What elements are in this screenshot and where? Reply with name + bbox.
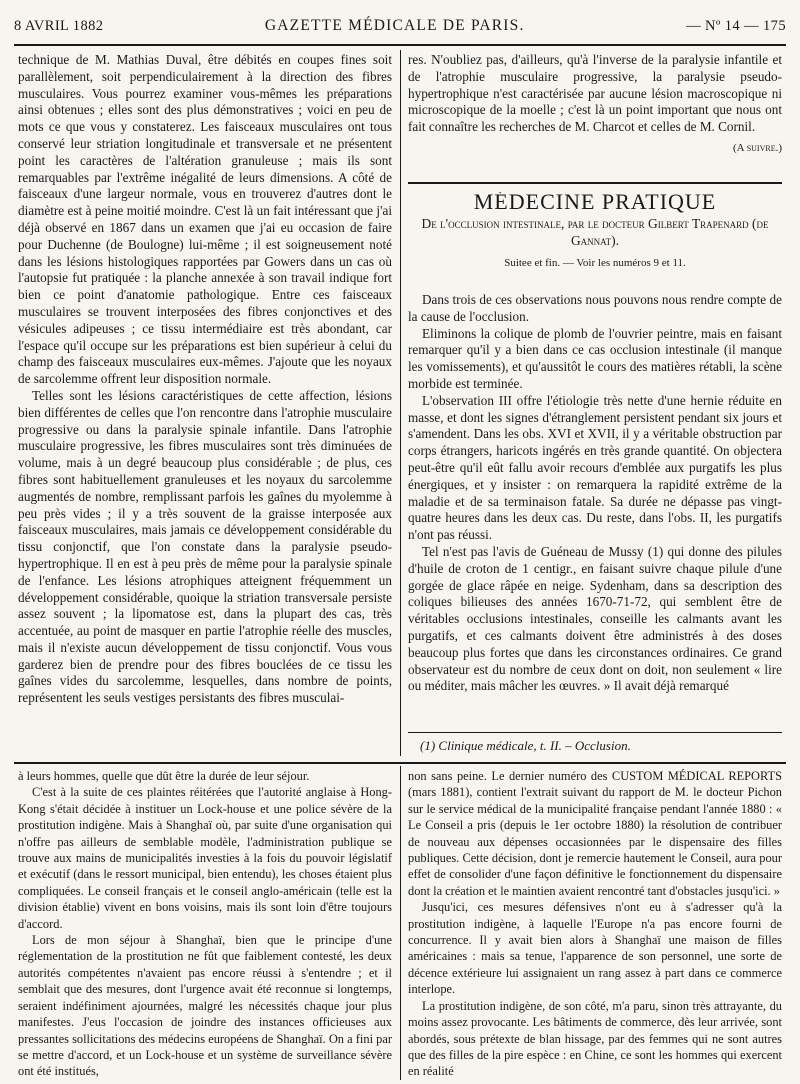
paragraph: L'observation III offre l'étiologie très nette d'une hernie réduite en masse, et dont les signes d'étranglement persistent pendant six jours et s'amendent. Dans les obs. XVI et XVII, il y a véritable obstruction par corps étrangers, haricots ingérés en très grande quantité. On objectera peut-être qu'il eût fallu avoir recours d'emblée aux purgatifs les plus énergiques, et y insister : on remarquera la rapidité extrême de la maladie et de sa terminaison fatale. Sa durée ne dépasse pas vingt-quatre heures dans les deux cas. Du reste, dans l'obs. II, les purgatifs n'ont pas réussi. (408, 392, 782, 543)
header-date: 8 AVRIL 1882 (14, 17, 104, 34)
lower-right-column (408, 768, 782, 1080)
band-rule (14, 762, 786, 764)
paragraph: à leurs hommes, quelle que dût être la durée de leur séjour. (18, 769, 310, 783)
article-note: Suitee et fin. — Voir les numéros 9 et 11. (504, 256, 686, 269)
footnote-rule (408, 732, 782, 733)
article-title: De l'occlusion intestinale, par le docteur Gilbert Trapenard (de Gannat). (421, 215, 769, 248)
upper-right-column (408, 52, 782, 177)
header-title: GAZETTE MÉDICALE DE PARIS. (264, 17, 525, 34)
footnote: (1) Clinique médicale, t. II. – Occlusion. (420, 738, 631, 753)
paragraph: Jusqu'ici, ces mesures défensives n'ont eu à s'adresser qu'à la prostitution indigène, à laquelle l'Europe n'a pas encore fourni de concurrence. Il y avait bien alors à Shanghaï une maison de filles américaines : mais sa tenue, l'apparence de son personnel, une sorte de décence extérieure lui assignaient un rang assez à part dans ce commerce interlope. (408, 900, 782, 997)
article-body (408, 292, 782, 728)
paragraph: La prostitution indigène, de son côté, m'a paru, sinon très attrayante, du moins assez provocante. Les bâtiments de commerce, dès leur arrivée, sont abordés, sous prétexte de blan hissage, par des femmes qui ne sont autres que des filles de la pire espèce : en Chine, ce sont les hommes qui exercent en réalité (408, 998, 782, 1079)
section-title: MÉDECINE PRATIQUE (473, 192, 717, 214)
paragraph: C'est à la suite de ces plaintes réitérées que l'autorité anglaise à Hong-Kong s'était décidée à instituer un Lock-house et une police sévère de la prostitution indigène. Mais à Shanghaï où, par suite d'une organisation qui n'offre pas ailleurs de semblable modèle, l'administration publique se trouve aux mains de municipalités investies à la fois du pouvoir législatif et exécutif (dans le ressort municipal, bien entendu), les choses étaient plus compliquées. Le conseil français et le conseil anglo-américain (telle est la division établie) vivent en bons voisins, mais ils sont loin d'être toujours d'accord. (18, 785, 392, 931)
paragraph: res. N'oubliez pas, d'ailleurs, qu'à l'inverse de la paralysie infantile et de l'atrophie musculaire progressive, la paralysie pseudo-hypertrophique n'est caractérisée par aucune lésion macroscopique ni microscopique de la moelle ; c'est là un point important que nous ont fait connaître les recherches de M. Charcot et celles de M. Cornil. (408, 52, 782, 135)
paragraph: Eliminons la colique de plomb de l'ouvrier peintre, mais en faisant remarquer qu'il y a bien dans ce cas occlusion intestinale (il manque les vomissements), et qu'aussitôt le cours des matières rétabli, la scène morbide est terminée. (408, 325, 782, 391)
to-be-continued: (A suivre.) (732, 141, 782, 154)
column-divider (400, 50, 401, 756)
section-rule (408, 182, 782, 184)
paragraph: Dans trois de ces observations nous pouvons nous rendre compte de la cause de l'occlusion. (408, 292, 782, 324)
lower-left-column (18, 768, 392, 1080)
paragraph: Tel n'est pas l'avis de Guéneau de Mussy (1) qui donne des pilules d'huile de croton de 1 centigr., en faisant suivre chaque pilule d'une gorgée de glace râpée en neige. Sydenham, dans sa description des coliques bilieuses des années 1670-71-72, qui semblent être de véritables occlusions intestinales, conseille les calmants avant les purgatifs, et ces calmants doivent être administrés à des doses beaucoup plus fortes que dans les circonstances ordinaires. Ce grand observateur est du nombre de ceux dont on doit, non seulement « lire ou méditer, mais mâcher les œuvres. » Il avait déjà remarqué (408, 543, 782, 694)
column-divider (400, 766, 401, 1080)
section-heading (408, 192, 782, 288)
paragraph: non sans peine. Le dernier numéro des CUSTOM MÉDICAL REPORTS (mars 1881), contient l'extrait suivant du rapport de M. le docteur Pichon sur le service médical de la municipalité française pendant l'année 1880 : « Le Conseil a pris (depuis le 1er octobre 1880) la résolution de contribuer de nouveau aux dépenses occasionnées par le dispensaire des filles publiques. Cette décision, dont je remercie hautement le Conseil, aura pour effet de consolider d'une façon définitive le fonctionnement du dispensaire dont la création et le maintien avaient rencontré tant d'obstacles jusqu'ici. » (408, 769, 782, 898)
header-issue: — Nº 14 — 175 (686, 17, 786, 34)
paragraph: Lors de mon séjour à Shanghaï, bien que le principe d'une réglementation de la prostitution ne fût que faiblement contesté, les deux autorités compétentes n'avaient pas encore réussi à s'entendre ; et il semblait que des mesures, dont l'urgence avait été reconnue si longtemps, seraient indéfiniment ajournées, malgré les nécessités chaque jour plus manifestes. J'eus l'occasion de joindre des instances officieuses aux pressantes sollicitations des médecins européens de Shanghaï. On a fini par se mettre d'accord, et un Lock-house et un système de surveillance sévère ont été institués, (18, 933, 392, 1079)
paragraph: technique de M. Mathias Duval, être débités en coupes fines soit parallèlement, soit perpendiculairement à la direction des fibres musculaires. Vous pourrez examiner vous-mêmes les préparations ainsi obtenues ; elles sont des plus démonstratives ; voici en peu de mots ce que vous y constaterez. Les faisceaux musculaires ont tous conservé leur striation longitudinale et transversale et ne présentent point les caractères de l'altération granuleuse ; mais ils sont remarquables par l'extrême inégalité de leurs dimensions. A côté de faisceaux d'une largeur normale, vous en trouverez d'autres dont le diamètre est à peine moitié moindre. C'est là un fait intéressant que j'ai déjà observé en 1867 dans un examen que j'ai eu occasion de faire pour Duchenne (de Boulogne) lui-même ; il est soigneusement noté dans les lésions histologiques rapportées par Gowers dans un cas où l'autopsie fut pratiquée : la planche annexée à son travail indique fort bien ce point d'anatomie pathologique. Entre ces faisceaux musculaires se trouvent interposées des fibres conjonctives et des vésicules adipeuses ; ce tissu intermédiaire est très abondant, car l'espace qu'il occupe sur les préparations est bien supérieur à celui du champ des faisceaux musculaires eux-mêmes. J'ajoute que les noyaux de sarcolemme offrent leur disposition normale. (18, 52, 392, 387)
upper-left-column (18, 52, 392, 752)
page-header (14, 8, 786, 46)
paragraph: Telles sont les lésions caractéristiques de cette affection, lésions bien différentes de celles que l'on rencontre dans l'atrophie musculaire progressive ou dans la paralysie spinale infantile. Dans l'atrophie musculaire progressive, les fibres musculaires sont très diminuées de volume, mais à un degré beaucoup plus considérable ; de plus, ces fibres sont habituellement granuleuses et les noyaux du sarcolemme augmentés de nombre, remplissant parfois les gaînes du myolemme à peu près vides ; il y a très souvent de la graisse interposée aux faisceaux musculaires, mais jamais ce développement considérable du tissu conjonctif, que l'on constate dans la paralysie pseudo-hypertrophique. Il en est à peu près de même pour la paralysie spinale de l'enfance. Les lésions atrophiques atteignent fréquemment un développement considérable, quoique la striation transversale persiste assez souvent ; la lipomatose est, dans la plupart des cas, très accentuée, au point de masquer en partie l'atrophie réelle des muscles, mais il n'existe aucun développement de tissu conjonctif. Vous vous garderez bien de prendre pour des fibres bouclées de ce tissu les gaînes vides du sarcolemme, lesquelles, dans nombre de points, représentent les seuls vestiges persistants des fibres musculai- (18, 387, 392, 706)
